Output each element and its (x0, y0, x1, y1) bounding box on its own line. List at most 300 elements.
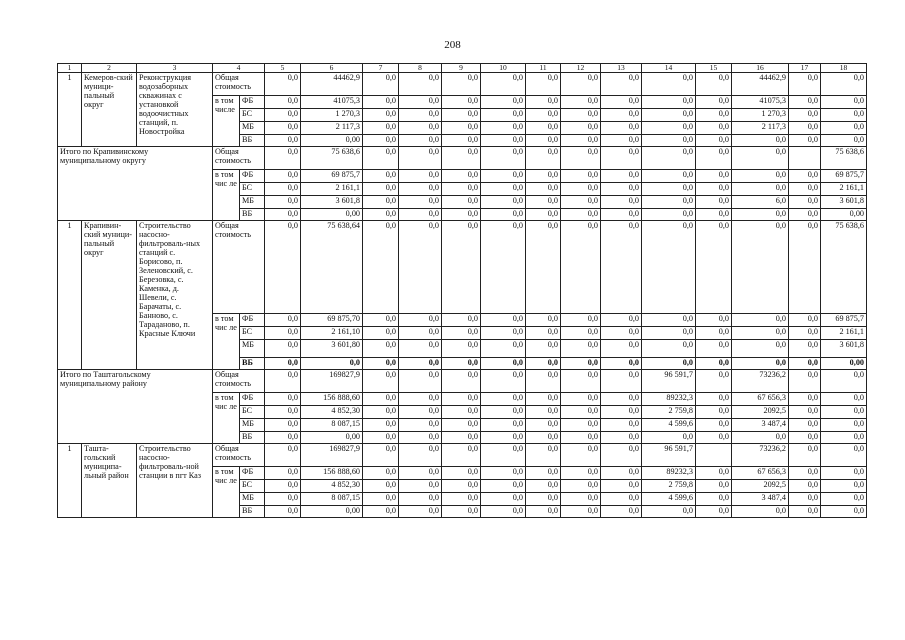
value-cell: 0,0 (789, 183, 821, 196)
value-cell: 0,0 (399, 480, 442, 493)
value-cell: 0,0 (732, 327, 789, 340)
municipality: Крапивин-ский муници-пальный округ (82, 221, 137, 370)
value-cell: 0,0 (789, 73, 821, 96)
value-cell: 0,0 (696, 370, 732, 393)
value-cell: 2092,5 (732, 480, 789, 493)
value-cell: 0,0 (561, 109, 601, 122)
value-cell: 0,0 (399, 147, 442, 170)
value-cell: 0,0 (601, 419, 642, 432)
column-number: 2 (82, 64, 137, 73)
value-cell: 0,0 (481, 109, 526, 122)
value-cell: 0,0 (481, 340, 526, 358)
row-index: 1 (58, 73, 82, 147)
value-cell: 0,0 (732, 170, 789, 183)
value-cell: 0,0 (481, 506, 526, 518)
value-cell: 0,0 (696, 467, 732, 480)
value-cell: 0,0 (481, 135, 526, 147)
value-cell: 96 591,7 (642, 370, 696, 393)
value-cell: 0,0 (481, 314, 526, 327)
value-cell: 3 487,4 (732, 419, 789, 432)
value-cell: 0,0 (442, 444, 481, 467)
value-cell (696, 444, 732, 467)
value-cell: 0,0 (265, 506, 301, 518)
value-cell: 0,0 (561, 370, 601, 393)
value-cell: 0,0 (399, 467, 442, 480)
funding-source: ФБ (240, 314, 265, 327)
value-cell: 0,0 (642, 73, 696, 96)
value-cell: 0,0 (601, 209, 642, 221)
row-index: 1 (58, 221, 82, 370)
value-cell: 0,0 (442, 506, 481, 518)
value-cell: 0,0 (526, 444, 561, 467)
value-cell: 0,0 (789, 493, 821, 506)
value-cell: 0,0 (821, 432, 867, 444)
value-cell: 0,0 (265, 340, 301, 358)
value-cell: 0,0 (789, 135, 821, 147)
value-cell: 0,0 (363, 432, 399, 444)
value-cell: 89232,3 (642, 467, 696, 480)
value-cell: 0,0 (642, 358, 696, 370)
value-cell: 3 601,8 (301, 196, 363, 209)
value-cell: 0,0 (642, 314, 696, 327)
value-cell: 0,0 (399, 109, 442, 122)
value-cell: 0,0 (442, 393, 481, 406)
value-cell: 0,0 (363, 327, 399, 340)
value-cell: 0,0 (601, 73, 642, 96)
value-cell: 8 087,15 (301, 419, 363, 432)
value-cell: 0,0 (642, 170, 696, 183)
value-cell: 0,0 (481, 327, 526, 340)
value-cell: 0,0 (561, 314, 601, 327)
value-cell: 0,00 (301, 506, 363, 518)
column-number: 10 (481, 64, 526, 73)
value-cell: 0,0 (789, 480, 821, 493)
value-cell: 1 270,3 (732, 109, 789, 122)
value-cell: 0,0 (363, 183, 399, 196)
value-cell: 0,0 (481, 122, 526, 135)
value-cell: 0,00 (821, 358, 867, 370)
value-cell: 75 638,6 (301, 147, 363, 170)
value-cell: 0,0 (526, 209, 561, 221)
value-cell: 0,0 (399, 506, 442, 518)
value-cell: 0,0 (732, 183, 789, 196)
value-cell: 0,0 (399, 419, 442, 432)
value-cell: 0,0 (526, 122, 561, 135)
value-cell: 169827,9 (301, 444, 363, 467)
value-cell: 0,0 (442, 147, 481, 170)
value-cell: 0,0 (481, 183, 526, 196)
value-cell: 2 161,1 (821, 327, 867, 340)
value-cell: 0,0 (442, 419, 481, 432)
value-cell: 0,0 (601, 221, 642, 314)
value-cell: 6,0 (732, 196, 789, 209)
value-cell: 0,0 (363, 109, 399, 122)
value-cell: 0,0 (561, 73, 601, 96)
value-cell: 0,0 (526, 358, 561, 370)
funding-source: МБ (240, 340, 265, 358)
value-cell: 0,0 (789, 506, 821, 518)
value-cell: 0,0 (526, 327, 561, 340)
funding-source: МБ (240, 196, 265, 209)
value-cell: 0,0 (696, 196, 732, 209)
value-cell: 0,0 (481, 406, 526, 419)
value-cell: 0,0 (561, 196, 601, 209)
value-cell: 0,0 (481, 467, 526, 480)
value-cell: 0,0 (732, 209, 789, 221)
value-cell: 0,0 (732, 432, 789, 444)
value-cell: 0,0 (526, 183, 561, 196)
value-cell: 0,0 (821, 109, 867, 122)
value-cell: 0,0 (363, 170, 399, 183)
value-cell: 0,0 (442, 370, 481, 393)
funding-source: ВБ (240, 135, 265, 147)
value-cell: 0,0 (363, 73, 399, 96)
total-label: Итого по Таштагольскому муниципальному району (58, 370, 213, 444)
value-cell: 4 852,30 (301, 480, 363, 493)
value-cell: 0,0 (789, 109, 821, 122)
value-cell: 0,0 (481, 96, 526, 109)
municipality: Кемеров-ский муници-пальный округ (82, 73, 137, 147)
value-cell: 0,0 (561, 183, 601, 196)
value-cell: 0,0 (732, 340, 789, 358)
value-cell: 0,0 (789, 96, 821, 109)
value-cell: 0,0 (789, 419, 821, 432)
including-label: в том числе (213, 96, 240, 147)
value-cell: 0,0 (265, 432, 301, 444)
value-cell: 0,0 (732, 314, 789, 327)
column-number: 11 (526, 64, 561, 73)
table-row (58, 73, 867, 96)
value-cell: 0,0 (481, 493, 526, 506)
funding-source: ВБ (240, 432, 265, 444)
value-cell: 0,0 (789, 327, 821, 340)
funding-source: МБ (240, 122, 265, 135)
value-cell: 0,0 (561, 221, 601, 314)
funding-source: БС (240, 109, 265, 122)
column-number: 5 (265, 64, 301, 73)
value-cell: 0,0 (481, 393, 526, 406)
value-cell: 3 487,4 (732, 493, 789, 506)
value-cell: 0,0 (442, 480, 481, 493)
value-cell: 0,0 (399, 327, 442, 340)
value-cell: 0,0 (442, 122, 481, 135)
value-cell: 0,0 (526, 480, 561, 493)
column-number: 3 (137, 64, 213, 73)
cost-type-label: Общая стоимость (213, 370, 265, 393)
column-number: 1 (58, 64, 82, 73)
project-name: Строительство насосно-фильтроваль-ной станции в пгт Каз (137, 444, 213, 518)
value-cell: 0,0 (265, 314, 301, 327)
value-cell: 0,0 (363, 506, 399, 518)
value-cell: 0,0 (363, 96, 399, 109)
funding-source: ВБ (240, 506, 265, 518)
value-cell: 0,0 (789, 467, 821, 480)
value-cell: 0,0 (601, 147, 642, 170)
value-cell: 0,0 (265, 170, 301, 183)
value-cell: 0,0 (821, 406, 867, 419)
value-cell: 0,0 (732, 135, 789, 147)
value-cell: 0,0 (481, 196, 526, 209)
value-cell: 0,0 (363, 147, 399, 170)
value-cell: 2 759,8 (642, 406, 696, 419)
value-cell: 0,0 (601, 196, 642, 209)
value-cell: 0,0 (265, 480, 301, 493)
value-cell: 0,0 (789, 196, 821, 209)
table-row (58, 444, 867, 467)
value-cell: 73236,2 (732, 444, 789, 467)
value-cell: 0,0 (601, 327, 642, 340)
value-cell: 0,0 (696, 393, 732, 406)
value-cell: 0,0 (399, 432, 442, 444)
value-cell: 0,0 (789, 340, 821, 358)
value-cell: 0,0 (561, 480, 601, 493)
value-cell: 0,0 (399, 183, 442, 196)
value-cell: 0,0 (265, 122, 301, 135)
value-cell: 0,0 (481, 147, 526, 170)
value-cell: 0,0 (601, 444, 642, 467)
value-cell: 0,0 (821, 96, 867, 109)
value-cell: 0,0 (442, 493, 481, 506)
value-cell: 67 656,3 (732, 393, 789, 406)
value-cell: 0,0 (642, 183, 696, 196)
value-cell: 0,0 (442, 183, 481, 196)
value-cell: 0,0 (561, 406, 601, 419)
value-cell: 0,0 (526, 170, 561, 183)
value-cell: 4 852,30 (301, 406, 363, 419)
funding-source: БС (240, 327, 265, 340)
value-cell: 0,0 (363, 370, 399, 393)
value-cell: 0,0 (696, 480, 732, 493)
funding-source: БС (240, 480, 265, 493)
value-cell: 0,0 (696, 147, 732, 170)
value-cell: 0,0 (265, 73, 301, 96)
value-cell: 0,0 (789, 358, 821, 370)
value-cell: 0,0 (561, 340, 601, 358)
value-cell: 73236,2 (732, 370, 789, 393)
value-cell: 0,0 (442, 73, 481, 96)
value-cell: 0,0 (696, 419, 732, 432)
value-cell: 0,0 (399, 196, 442, 209)
value-cell: 0,0 (696, 340, 732, 358)
value-cell: 0,0 (526, 314, 561, 327)
value-cell: 0,0 (363, 406, 399, 419)
value-cell: 0,0 (399, 314, 442, 327)
value-cell: 0,0 (363, 467, 399, 480)
column-number: 14 (642, 64, 696, 73)
value-cell: 0,0 (442, 196, 481, 209)
value-cell (789, 147, 821, 170)
value-cell: 0,0 (526, 506, 561, 518)
value-cell: 0,0 (265, 444, 301, 467)
value-cell: 0,0 (363, 493, 399, 506)
value-cell: 0,0 (561, 467, 601, 480)
value-cell: 0,0 (732, 147, 789, 170)
value-cell: 0,0 (789, 393, 821, 406)
value-cell: 0,0 (442, 221, 481, 314)
value-cell: 0,0 (526, 419, 561, 432)
value-cell: 0,0 (526, 147, 561, 170)
value-cell: 0,0 (481, 432, 526, 444)
value-cell: 0,0 (442, 96, 481, 109)
value-cell: 0,0 (561, 96, 601, 109)
value-cell: 89232,3 (642, 393, 696, 406)
value-cell: 0,0 (265, 393, 301, 406)
funding-source: ВБ (240, 209, 265, 221)
value-cell: 0,0 (696, 493, 732, 506)
cost-type-label: Общая стоимость (213, 147, 265, 170)
funding-source: ФБ (240, 170, 265, 183)
value-cell: 0,0 (601, 493, 642, 506)
value-cell: 2 759,8 (642, 480, 696, 493)
value-cell: 0,0 (363, 393, 399, 406)
including-label: в том чис ле (213, 393, 240, 444)
value-cell: 0,0 (696, 406, 732, 419)
value-cell: 0,0 (442, 170, 481, 183)
value-cell: 0,0 (601, 122, 642, 135)
value-cell: 0,0 (399, 135, 442, 147)
value-cell: 0,0 (265, 419, 301, 432)
value-cell: 0,0 (561, 327, 601, 340)
value-cell: 0,0 (481, 370, 526, 393)
project-name: Строительство насосно-фильтроваль-ных станций с. Борисово, п. Зеленовский, с. Березовка, с. Каменка, д. Шевели, с. Барачаты, с. Банново, с. Тараданово, п. Красные Ключи (137, 221, 213, 370)
value-cell: 0,0 (399, 340, 442, 358)
value-cell: 0,0 (696, 209, 732, 221)
value-cell: 0,0 (399, 358, 442, 370)
value-cell: 0,0 (821, 480, 867, 493)
value-cell: 0,0 (363, 135, 399, 147)
value-cell: 0,0 (363, 444, 399, 467)
value-cell: 0,0 (265, 109, 301, 122)
value-cell: 0,0 (442, 432, 481, 444)
value-cell: 0,0 (561, 358, 601, 370)
value-cell: 0,0 (732, 358, 789, 370)
value-cell: 0,0 (442, 109, 481, 122)
value-cell: 169827,9 (301, 370, 363, 393)
funding-source: БС (240, 406, 265, 419)
column-number: 13 (601, 64, 642, 73)
page-number: 208 (444, 39, 461, 51)
value-cell: 0,0 (601, 183, 642, 196)
value-cell: 0,0 (561, 506, 601, 518)
value-cell: 0,0 (442, 467, 481, 480)
value-cell: 0,0 (561, 170, 601, 183)
value-cell: 0,0 (399, 96, 442, 109)
funding-source: ВБ (240, 358, 265, 370)
value-cell: 0,0 (789, 444, 821, 467)
value-cell: 0,0 (642, 221, 696, 314)
value-cell: 0,0 (821, 73, 867, 96)
value-cell: 0,0 (442, 358, 481, 370)
value-cell: 0,0 (789, 406, 821, 419)
value-cell: 75 638,6 (821, 147, 867, 170)
value-cell: 0,0 (399, 393, 442, 406)
project-name: Реконструкция водозаборных скважинах с установкой водоочистных станций, п. Новостройка (137, 73, 213, 147)
value-cell: 75 638,64 (301, 221, 363, 314)
value-cell: 0,0 (601, 506, 642, 518)
value-cell: 0,0 (732, 221, 789, 314)
value-cell: 0,0 (363, 122, 399, 135)
value-cell: 0,0 (399, 221, 442, 314)
value-cell: 0,0 (399, 370, 442, 393)
value-cell: 0,0 (526, 432, 561, 444)
including-label: в том чис ле (213, 314, 240, 370)
table-row (58, 147, 867, 170)
value-cell: 0,0 (601, 135, 642, 147)
value-cell: 0,0 (265, 493, 301, 506)
value-cell: 69 875,7 (301, 170, 363, 183)
column-number: 6 (301, 64, 363, 73)
value-cell: 0,0 (265, 467, 301, 480)
value-cell: 0,0 (821, 467, 867, 480)
value-cell: 0,0 (265, 147, 301, 170)
value-cell: 67 656,3 (732, 467, 789, 480)
value-cell: 0,0 (442, 406, 481, 419)
value-cell: 0,0 (363, 209, 399, 221)
funding-source: БС (240, 183, 265, 196)
value-cell: 0,0 (642, 327, 696, 340)
value-cell: 156 888,60 (301, 393, 363, 406)
value-cell: 0,0 (696, 122, 732, 135)
column-number: 9 (442, 64, 481, 73)
value-cell: 0,0 (821, 493, 867, 506)
value-cell: 0,0 (526, 73, 561, 96)
value-cell: 2 161,1 (821, 183, 867, 196)
funding-source: ФБ (240, 96, 265, 109)
value-cell: 0,0 (481, 419, 526, 432)
column-number: 16 (732, 64, 789, 73)
funding-source: МБ (240, 493, 265, 506)
value-cell: 0,0 (301, 358, 363, 370)
value-cell: 0,0 (821, 122, 867, 135)
value-cell: 2 117,3 (301, 122, 363, 135)
value-cell: 0,0 (696, 183, 732, 196)
funding-source: ФБ (240, 467, 265, 480)
value-cell: 75 638,6 (821, 221, 867, 314)
value-cell: 0,0 (561, 444, 601, 467)
value-cell: 0,0 (399, 73, 442, 96)
value-cell: 0,0 (696, 314, 732, 327)
value-cell: 0,0 (526, 406, 561, 419)
value-cell: 0,0 (481, 209, 526, 221)
value-cell: 4 599,6 (642, 493, 696, 506)
table-row (58, 370, 867, 393)
value-cell: 156 888,60 (301, 467, 363, 480)
value-cell: 0,0 (481, 480, 526, 493)
value-cell: 0,0 (821, 393, 867, 406)
value-cell: 0,0 (526, 493, 561, 506)
column-number: 4 (213, 64, 265, 73)
value-cell: 0,0 (696, 506, 732, 518)
value-cell: 0,0 (601, 96, 642, 109)
value-cell: 0,0 (561, 147, 601, 170)
value-cell: 69 875,7 (821, 314, 867, 327)
value-cell: 69 875,70 (301, 314, 363, 327)
value-cell: 0,0 (526, 196, 561, 209)
table-row (58, 221, 867, 314)
value-cell: 0,0 (363, 340, 399, 358)
municipality: Ташта-гольский муниципа-льный район (82, 444, 137, 518)
value-cell: 0,00 (821, 209, 867, 221)
value-cell: 0,0 (601, 314, 642, 327)
value-cell: 0,0 (642, 96, 696, 109)
value-cell: 0,0 (481, 170, 526, 183)
value-cell: 0,0 (642, 122, 696, 135)
value-cell: 0,0 (789, 209, 821, 221)
value-cell: 0,0 (642, 196, 696, 209)
value-cell: 8 087,15 (301, 493, 363, 506)
value-cell: 0,0 (363, 314, 399, 327)
value-cell: 0,0 (789, 370, 821, 393)
